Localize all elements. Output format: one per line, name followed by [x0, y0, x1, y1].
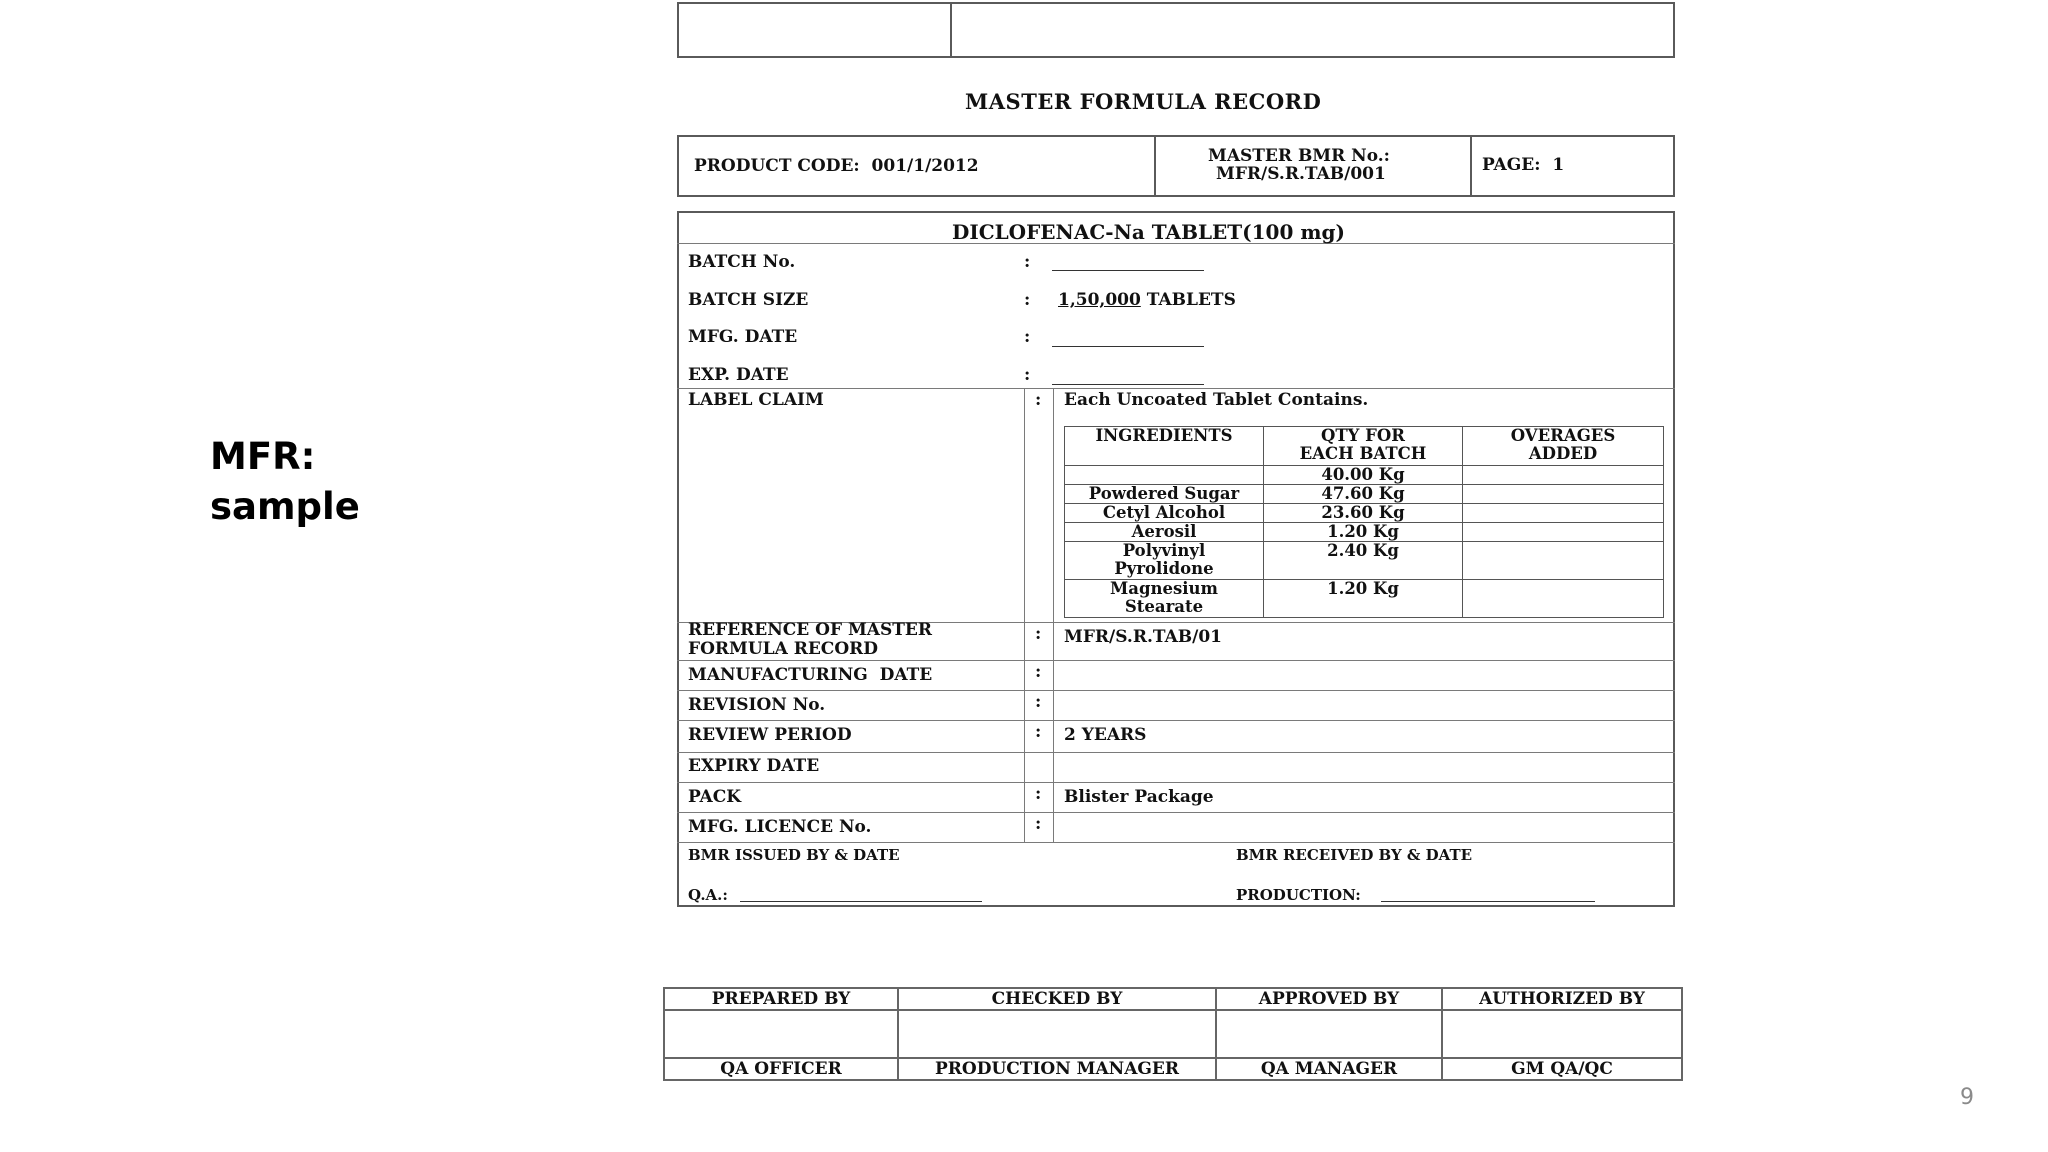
mfg-licence-label: MFG. LICENCE No.: [688, 817, 872, 837]
product-name: DICLOFENAC-Na TABLET(100 mg): [952, 220, 1345, 244]
row-line-review: [677, 720, 1675, 721]
approved-by-header: APPROVED BY: [1216, 988, 1442, 1010]
signature-role-row: [664, 1058, 1682, 1080]
colon-column-divider: [1053, 388, 1054, 842]
authorized-by-header: AUTHORIZED BY: [1442, 988, 1682, 1010]
row-line-licence: [677, 812, 1675, 813]
mfg-licence-colon: :: [1035, 814, 1042, 834]
exp-date-blank: [1052, 384, 1204, 385]
row-line-expiry: [677, 752, 1675, 753]
row-line-bmr: [677, 842, 1675, 843]
ingredient-name: [1065, 542, 1264, 580]
page-value: 1: [1552, 155, 1565, 175]
review-period-label: REVIEW PERIOD: [688, 725, 852, 745]
prepared-by-header: PREPARED BY: [664, 988, 898, 1010]
batch-no-label: BATCH No.: [688, 252, 796, 272]
pack-colon: :: [1035, 784, 1042, 804]
review-period-value: 2 YEARS: [1064, 725, 1147, 745]
qty-header-line2: EACH BATCH: [1299, 444, 1427, 463]
reference-label: [688, 621, 932, 659]
production-manager-role: PRODUCTION MANAGER: [898, 1058, 1216, 1080]
batch-no-colon: :: [1024, 252, 1031, 272]
qa-signature-blank: [740, 901, 982, 902]
reference-label-line2: FORMULA RECORD: [688, 639, 879, 659]
table-row: [1065, 523, 1664, 542]
pack-label: PACK: [688, 787, 742, 807]
ingredient-name: Powdered Sugar: [1065, 485, 1264, 504]
ingredient-overage: [1463, 523, 1664, 542]
label-column-divider: [1024, 388, 1025, 842]
mfg-date-blank: [1052, 346, 1204, 347]
row-line-manufacturing: [677, 660, 1675, 661]
ingredient-qty: 47.60 Kg: [1264, 485, 1463, 504]
ingredient-qty: 1.20 Kg: [1264, 580, 1463, 618]
authorized-by-signature: [1442, 1010, 1682, 1058]
overages-header-line1: OVERAGES: [1510, 426, 1616, 445]
ingredient-name-line2: Stearate: [1124, 597, 1204, 616]
header-blank-divider: [950, 2, 952, 58]
revision-colon: :: [1035, 692, 1042, 712]
row-line-pack: [677, 782, 1675, 783]
bmr-issued-label: BMR ISSUED BY & DATE: [688, 846, 900, 864]
header-blank-box: [677, 2, 1675, 58]
label-claim-top-line: [677, 388, 1675, 389]
ingredients-header: [1065, 427, 1264, 466]
gm-qa-qc-role: GM QA/QC: [1442, 1058, 1682, 1080]
batch-size-number: 1,50,000: [1058, 290, 1141, 310]
table-row: [1065, 580, 1664, 618]
bmr-received-label: BMR RECEIVED BY & DATE: [1236, 846, 1473, 864]
qa-manager-role: QA MANAGER: [1216, 1058, 1442, 1080]
exp-date-colon: :: [1024, 365, 1031, 385]
document-title: MASTER FORMULA RECORD: [965, 89, 1322, 114]
ingredient-name: Cetyl Alcohol: [1065, 504, 1264, 523]
ingredient-name: Aerosil: [1065, 523, 1264, 542]
ingredients-header-row: [1065, 427, 1664, 466]
reference-label-line1: REFERENCE OF MASTER: [688, 620, 932, 640]
ingredient-qty: 1.20 Kg: [1264, 523, 1463, 542]
side-title-line2: sample: [210, 485, 360, 528]
side-title-line1: MFR:: [210, 435, 316, 478]
checked-by-signature: [898, 1010, 1216, 1058]
product-code-value: 001/1/2012: [871, 156, 979, 176]
ingredient-overage: [1463, 485, 1664, 504]
manufacturing-date-label: MANUFACTURING DATE: [688, 665, 933, 685]
slide-side-title: [210, 432, 360, 532]
ingredient-overage: [1463, 466, 1664, 485]
ingredient-overage: [1463, 504, 1664, 523]
qty-header-line1: QTY FOR: [1321, 426, 1405, 445]
product-code-label: [694, 156, 979, 176]
signature-table: [663, 987, 1683, 1081]
reference-value: MFR/S.R.TAB/01: [1064, 627, 1223, 647]
label-claim-text: Each Uncoated Tablet Contains.: [1064, 390, 1369, 410]
revision-label: REVISION No.: [688, 695, 826, 715]
mfg-date-label: MFG. DATE: [688, 327, 798, 347]
master-bmr-label: MASTER BMR No.:: [1208, 146, 1390, 166]
manufacturing-date-colon: :: [1035, 662, 1042, 682]
batch-size-value: [1058, 290, 1236, 310]
ingredient-name-line1: Polyvinyl: [1122, 541, 1206, 560]
qa-officer-role: QA OFFICER: [664, 1058, 898, 1080]
pack-value: Blister Package: [1064, 787, 1214, 807]
batch-size-unit: TABLETS: [1146, 290, 1236, 310]
approved-by-signature: [1216, 1010, 1442, 1058]
product-code-label-text: PRODUCT CODE:: [694, 156, 860, 176]
table-row: [1065, 504, 1664, 523]
master-bmr-value: MFR/S.R.TAB/001: [1216, 164, 1386, 184]
mfg-date-colon: :: [1024, 327, 1031, 347]
production-signature-blank: [1381, 901, 1595, 902]
product-code-divider-1: [1154, 135, 1156, 197]
label-claim-colon: :: [1035, 390, 1042, 410]
expiry-date-label: EXPIRY DATE: [688, 756, 820, 776]
qa-signature-label: Q.A.:: [688, 886, 728, 904]
ingredient-name: [1065, 466, 1264, 485]
prepared-by-signature: [664, 1010, 898, 1058]
page-label: PAGE:: [1482, 155, 1541, 175]
ingredient-qty: 40.00 Kg: [1264, 466, 1463, 485]
overages-header-line2: ADDED: [1528, 444, 1598, 463]
ingredient-name-line1: Magnesium: [1110, 579, 1218, 598]
page-indicator: [1482, 155, 1564, 175]
overages-header: [1463, 427, 1664, 466]
batch-no-blank: [1052, 270, 1204, 271]
table-row: [1065, 466, 1664, 485]
batch-size-colon: :: [1024, 290, 1031, 310]
exp-date-label: EXP. DATE: [688, 365, 789, 385]
table-row: [1065, 542, 1664, 580]
ingredient-overage: [1463, 580, 1664, 618]
production-signature-label: PRODUCTION:: [1236, 886, 1361, 904]
ingredient-qty: 23.60 Kg: [1264, 504, 1463, 523]
batch-size-label: BATCH SIZE: [688, 290, 809, 310]
signature-header-row: [664, 988, 1682, 1010]
ingredient-name: [1065, 580, 1264, 618]
product-code-divider-2: [1470, 135, 1472, 197]
reference-colon: :: [1035, 624, 1042, 644]
ingredient-overage: [1463, 542, 1664, 580]
signature-blank-row: [664, 1010, 1682, 1058]
qty-header: [1264, 427, 1463, 466]
label-claim-label: LABEL CLAIM: [688, 390, 824, 410]
ingredient-qty: 2.40 Kg: [1264, 542, 1463, 580]
ingredients-header-text: INGREDIENTS: [1095, 426, 1233, 445]
checked-by-header: CHECKED BY: [898, 988, 1216, 1010]
slide-page-number: 9: [1960, 1085, 1974, 1110]
ingredients-table: [1064, 426, 1664, 618]
review-period-colon: :: [1035, 722, 1042, 742]
row-line-revision: [677, 690, 1675, 691]
ingredient-name-line2: Pyrolidone: [1114, 559, 1214, 578]
table-row: [1065, 485, 1664, 504]
